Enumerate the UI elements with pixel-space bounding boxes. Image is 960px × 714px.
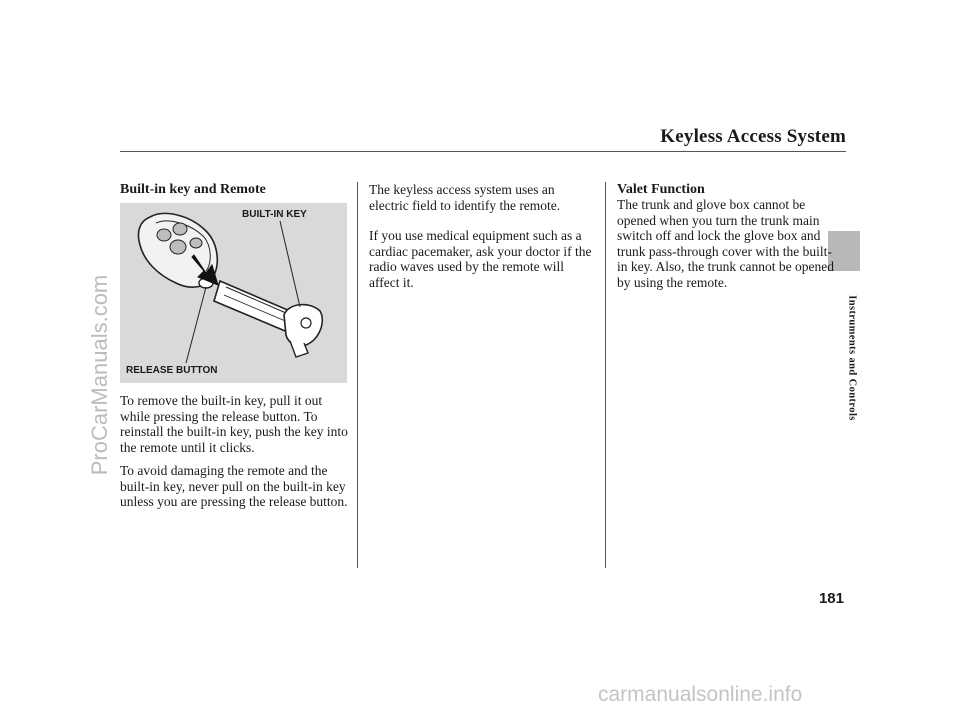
leader-line-key xyxy=(280,221,300,307)
paragraph-medical-equipment: If you use medical equipment such as a cardiac pacemaker, ask your doctor if the radio waves used by the remote will affect it. xyxy=(369,228,592,290)
section-label: Instruments and Controls xyxy=(846,295,858,421)
column-divider xyxy=(357,182,358,568)
page-title: Keyless Access System xyxy=(660,126,846,147)
title-rule xyxy=(120,151,846,152)
leader-line-button xyxy=(186,287,206,363)
remote-key-drawing xyxy=(120,203,347,383)
section-heading-valet: Valet Function xyxy=(617,182,705,197)
callout-release-button: RELEASE BUTTON xyxy=(126,365,218,376)
watermark-carmanualsonline: carmanualsonline.info xyxy=(598,683,803,706)
key-remote-illustration xyxy=(120,203,347,383)
section-heading-built-in-key: Built-in key and Remote xyxy=(120,182,266,197)
paragraph-remove-key: To remove the built-in key, pull it out while pressing the release button. To reinstall the built-in key, push the key into the remote until it clicks. xyxy=(120,393,348,455)
callout-built-in-key: BUILT-IN KEY xyxy=(242,209,307,220)
column-divider xyxy=(605,182,606,568)
remote-body-shape xyxy=(138,213,218,288)
page-number: 181 xyxy=(818,590,844,607)
watermark-procarmanuals: ProCarManuals.com xyxy=(87,274,112,476)
built-in-key-shape xyxy=(214,281,322,357)
paragraph-avoid-damage: To avoid damaging the remote and the built-in key, never pull on the built-in key unless you are pressing the release button. xyxy=(120,463,348,510)
paragraph-electric-field: The keyless access system uses an electric field to identify the remote. xyxy=(369,182,561,213)
paragraph-valet-function: The trunk and glove box cannot be opened when you turn the trunk main switch off and lock the glove box and trunk pass-through cover with the built-in key. Also, the trunk cannot be opened by using the remote. xyxy=(617,197,834,290)
